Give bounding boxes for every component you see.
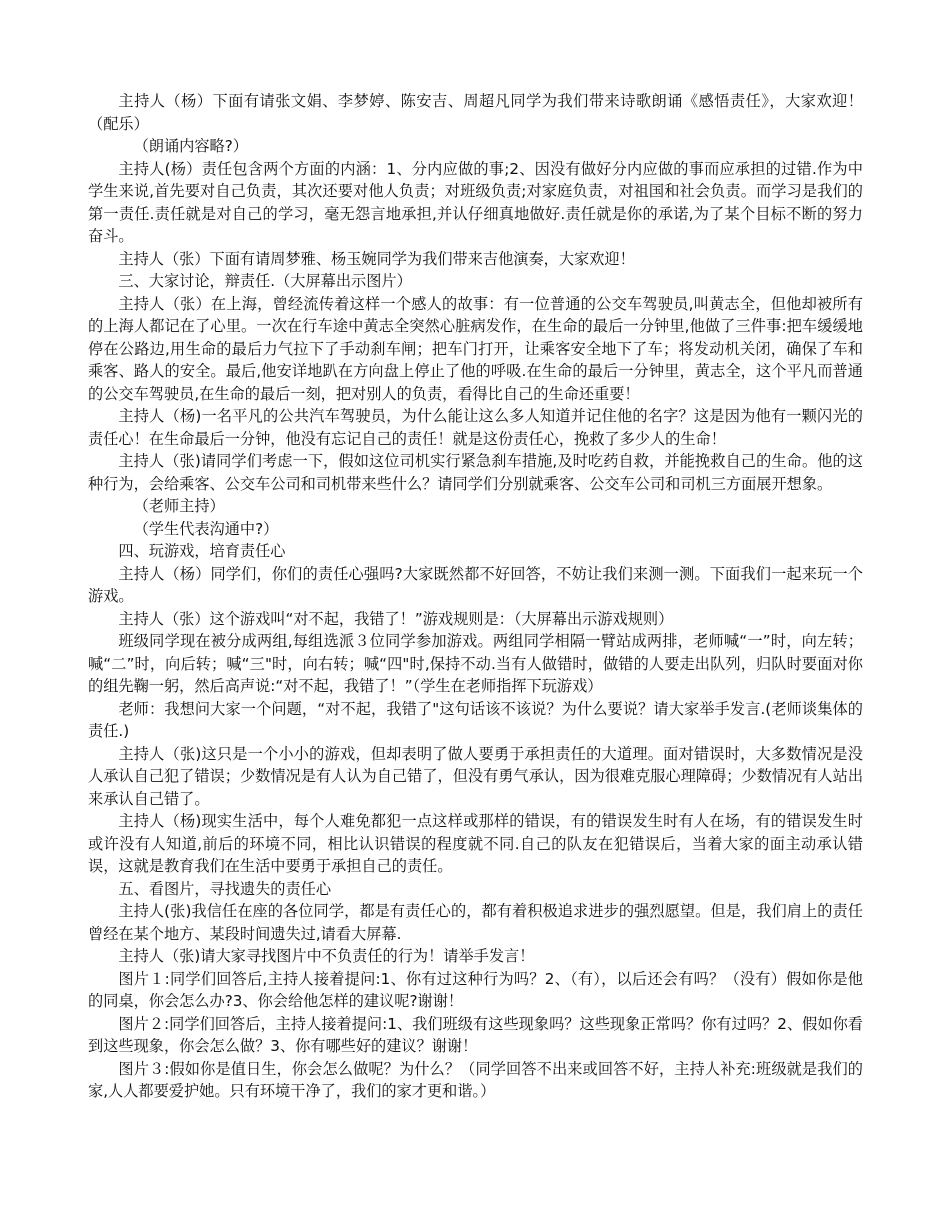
paragraph-picture-3: 图片３:假如你是值日生，你会怎么做呢？为什么？（同学回答不出来或回答不好，主持人补充:班级就是我们的家,人人都要爱护她。只有环境干净了，我们的家才更和谐。） bbox=[88, 1059, 863, 1100]
paragraph-student-communication: （学生代表沟通中?） bbox=[133, 519, 279, 538]
paragraph-host-zhang-find: 主持人（张)请大家寻找图片中不负责任的行为！请举手发言！ bbox=[118, 947, 535, 965]
section-heading-5: 五、看图片，寻找遗失的责任心 bbox=[118, 879, 332, 898]
section-heading-3: 三、大家讨论，辩责任.（大屏幕出示图片） bbox=[118, 272, 412, 290]
paragraph-picture-2: 图片２:同学们回答后，主持人接着提问:1、我们班级有这些现象吗？这些现象正常吗？你有过吗？2、假如你看到这些现象，你会怎么做？3、你有哪些好的建议？谢谢！ bbox=[88, 1014, 863, 1055]
document-page bbox=[88, 90, 863, 1103]
paragraph-picture-1: 图片１:同学们回答后,主持人接着提问:1、你有过这种行为吗？2、（有），以后还会有吗？（没有）假如你是他的同桌，你会怎么办?3、你会给他怎样的建议呢?谢谢！ bbox=[88, 969, 863, 1010]
paragraph-host-yang-poem: 主持人（杨）下面有请张文娟、李梦婷、陈安吉、周超凡同学为我们带来诗歌朗诵《感悟责任》，大家欢迎！（配乐） bbox=[88, 92, 863, 133]
paragraph-host-zhang-trust: 主持人(张)我信任在座的各位同学，都是有责任心的，都有着积极追求进步的强烈愿望。但是，我们肩上的责任曾经在某个地方、某段时间遗失过,请看大屏幕. bbox=[88, 902, 863, 943]
paragraph-host-zhang-story: 主持人（张）在上海，曾经流传着这样一个感人的故事：有一位普通的公交车驾驶员,叫黄志全，但他却被所有的上海人都记在了心里。一次在行车途中黄志全突然心脏病发作，在生命的最后一分钟里,他做了三件事:把车缓缓地停在公路边,用生命的最后力气拉下了手动刹车闸；把车门打开，让乘客安全地下了车；将发动机关闭，确保了车和乘客、路人的安全。最后,他安详地趴在方向盘上停止了他的呼吸.在生命的最后一分钟里，黄志全，这个平凡而普通的公交车驾驶员,在生命的最后一刻，把对别人的负责，看得比自己的生命还重要！ bbox=[88, 294, 863, 403]
paragraph-teacher-question: 老师：我想问大家一个问题，“对不起，我错了"这句话该不该说？为什么要说？请大家举手发言.(老师谈集体的责任.) bbox=[88, 699, 863, 740]
paragraph-game-rules: 班级同学现在被分成两组,每组选派３位同学参加游戏。两组同学相隔一臂站成两排，老师喊“一”时，向左转；喊“二”时，向后转；喊“三"时，向右转；喊“四"时,保持不动.当有人做错时，做错的人要走出队列，归队时要面对你的组先鞠一躬，然后高声说:“对不起，我错了！”（学生在老师指挥下玩游戏） bbox=[88, 632, 863, 695]
paragraph-host-zhang-lesson: 主持人（张)这只是一个小小的游戏，但却表明了做人要勇于承担责任的大道理。面对错误时，大多数情况是没人承认自己犯了错误；少数情况是有人认为自己错了，但没有勇气承认，因为很难克服心理障碍；少数情况有人站出来承认自己错了。 bbox=[88, 744, 863, 808]
paragraph-host-zhang-game-name: 主持人（张）这个游戏叫“对不起，我错了！”游戏规则是：（大屏幕出示游戏规则） bbox=[118, 609, 674, 628]
section-heading-4: 四、玩游戏，培育责任心 bbox=[118, 542, 286, 560]
paragraph-host-zhang-discussion: 主持人（张)请同学们考虑一下，假如这位司机实行紧急刹车措施,及时吃药自救，并能挽救自己的生命。他的这种行为，会给乘客、公交车公司和司机带来些什么？请同学们分别就乘客、公交车公司和司机三方面展开想象。 bbox=[88, 452, 863, 493]
paragraph-teacher-hosting: （老师主持） bbox=[133, 497, 225, 515]
paragraph-host-yang-driver: 主持人（杨)一名平凡的公共汽车驾驶员，为什么能让这么多人知道并记住他的名字？这是因为他有一颗闪光的责任心！在生命最后一分钟，他没有忘记自己的责任！就是这份责任心，挽救了多少人的生命！ bbox=[88, 407, 863, 448]
paragraph-host-yang-game: 主持人（杨）同学们，你们的责任心强吗?大家既然都不好回答，不妨让我们来测一测。下面我们一起来玩一个游戏。 bbox=[88, 564, 863, 605]
paragraph-recitation-note: （朗诵内容略?） bbox=[133, 137, 248, 155]
paragraph-host-zhang-guitar: 主持人（张）下面有请周梦雅、杨玉婉同学为我们带来吉他演奏，大家欢迎！ bbox=[118, 249, 635, 268]
paragraph-host-yang-reality: 主持人（杨)现实生活中，每个人难免都犯一点这样或那样的错误，有的错误发生时有人在场，有的错误发生时或许没有人知道,前后的环境不同，相比认识错误的程度就不同.自己的队友在犯错误后，当着大家的面主动承认错误，这就是教育我们在生活中要勇于承担自己的责任。 bbox=[88, 812, 863, 875]
paragraph-host-yang-responsibility: 主持人(杨）责任包含两个方面的内涵：1、分内应做的事;2、因没有做好分内应做的事而应承担的过错.作为中学生来说,首先要对自己负责，其次还要对他人负责；对班级负责;对家庭负责，对祖国和社会负责。而学习是我们的第一责任.责任就是对自己的学习，毫无怨言地承担,并认仔细真地做好.责任就是你的承诺,为了某个目标不断的努力奋斗。 bbox=[88, 159, 863, 245]
